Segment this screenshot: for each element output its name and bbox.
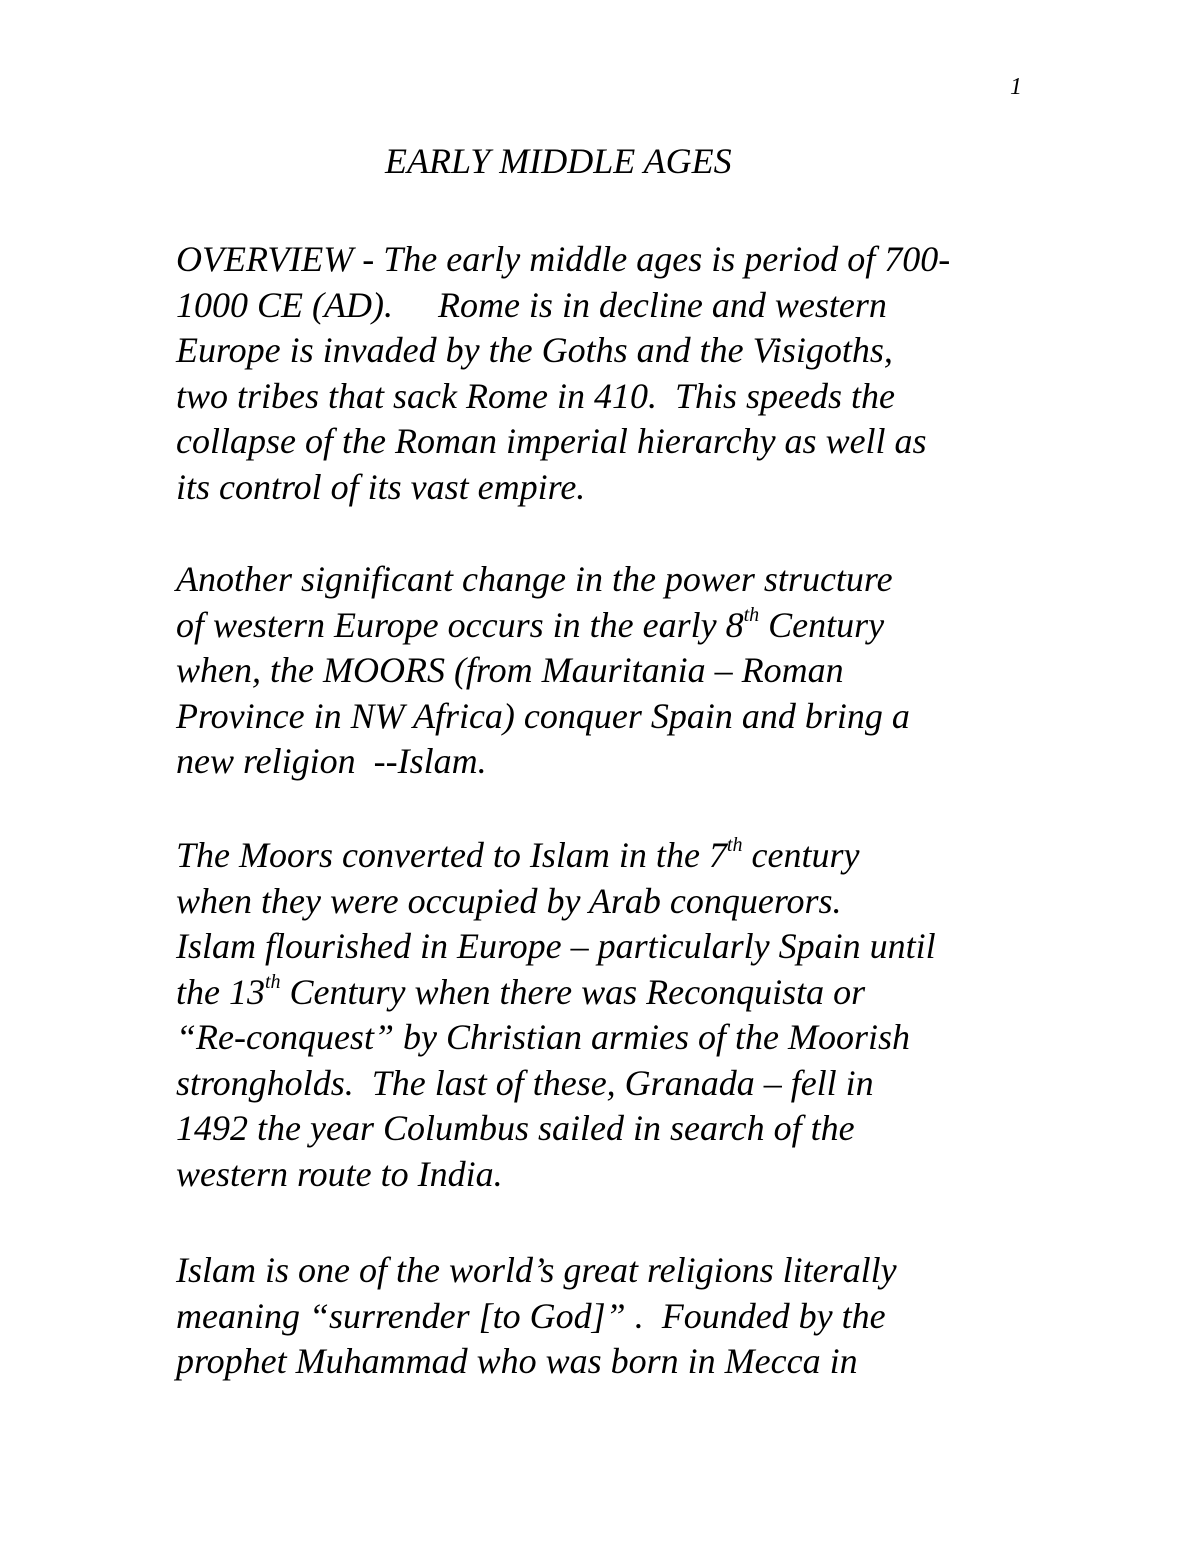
text-line: 1000 CE (AD). Rome is in decline and western	[176, 284, 887, 325]
text-line: Islam flourished in Europe – particularly Spain until	[176, 926, 936, 966]
text-line: Europe is invaded by the Goths and the Visigoths,	[176, 330, 893, 370]
text-line: its control of its vast empire.	[176, 466, 586, 507]
text-segment: the 13	[176, 971, 265, 1012]
text-line: Islam is one of the world’s great religions literally	[176, 1250, 897, 1290]
text-line: 1492 the year Columbus sailed in search of the	[176, 1108, 855, 1148]
text-line: Province in NW Africa) conquer Spain and bring a	[176, 695, 910, 736]
text-segment: The Moors converted to Islam in the 7	[176, 835, 727, 875]
text-line: “Re-conquest” by Christian armies of the Moorish	[176, 1017, 910, 1057]
page-title: EARLY MIDDLE AGES	[385, 141, 732, 181]
text-line	[176, 833, 1056, 879]
text-line	[176, 970, 1056, 1016]
text-line: new religion --Islam.	[176, 741, 487, 781]
text-line	[176, 603, 1056, 649]
text-line: prophet Muhammad who was born in Mecca in	[176, 1341, 858, 1381]
text-line: western route to India.	[176, 1153, 503, 1194]
page-number: 1	[1010, 74, 1022, 100]
ordinal-superscript: th	[726, 834, 743, 856]
text-segment: Century	[759, 604, 885, 645]
paragraph-power-structure	[176, 557, 1056, 785]
text-line: OVERVIEW - The early middle ages is period of 700-	[176, 239, 951, 279]
paragraph-moors	[176, 833, 1056, 1197]
ordinal-superscript: th	[264, 970, 281, 993]
paragraph-islam	[176, 1248, 1056, 1385]
text-line: two tribes that sack Rome in 410. This speeds the	[176, 375, 895, 416]
text-line: when they were occupied by Arab conquerors.	[176, 880, 842, 921]
text-line: when, the MOORS (from Mauritania – Roman	[176, 650, 844, 690]
text-line: collapse of the Roman imperial hierarchy as well as	[176, 421, 927, 461]
text-segment: Century when there was Reconquista or	[280, 971, 866, 1012]
text-line: Another significant change in the power structure	[176, 559, 893, 599]
text-line: strongholds. The last of these, Granada – fell in	[176, 1062, 874, 1103]
paragraph-overview	[176, 237, 1056, 510]
text-segment: century	[742, 835, 860, 875]
text-line: meaning “surrender [to God]” . Founded by the	[176, 1295, 886, 1336]
text-segment: of western Europe occurs in the early 8	[176, 604, 744, 645]
ordinal-superscript: th	[743, 603, 760, 626]
